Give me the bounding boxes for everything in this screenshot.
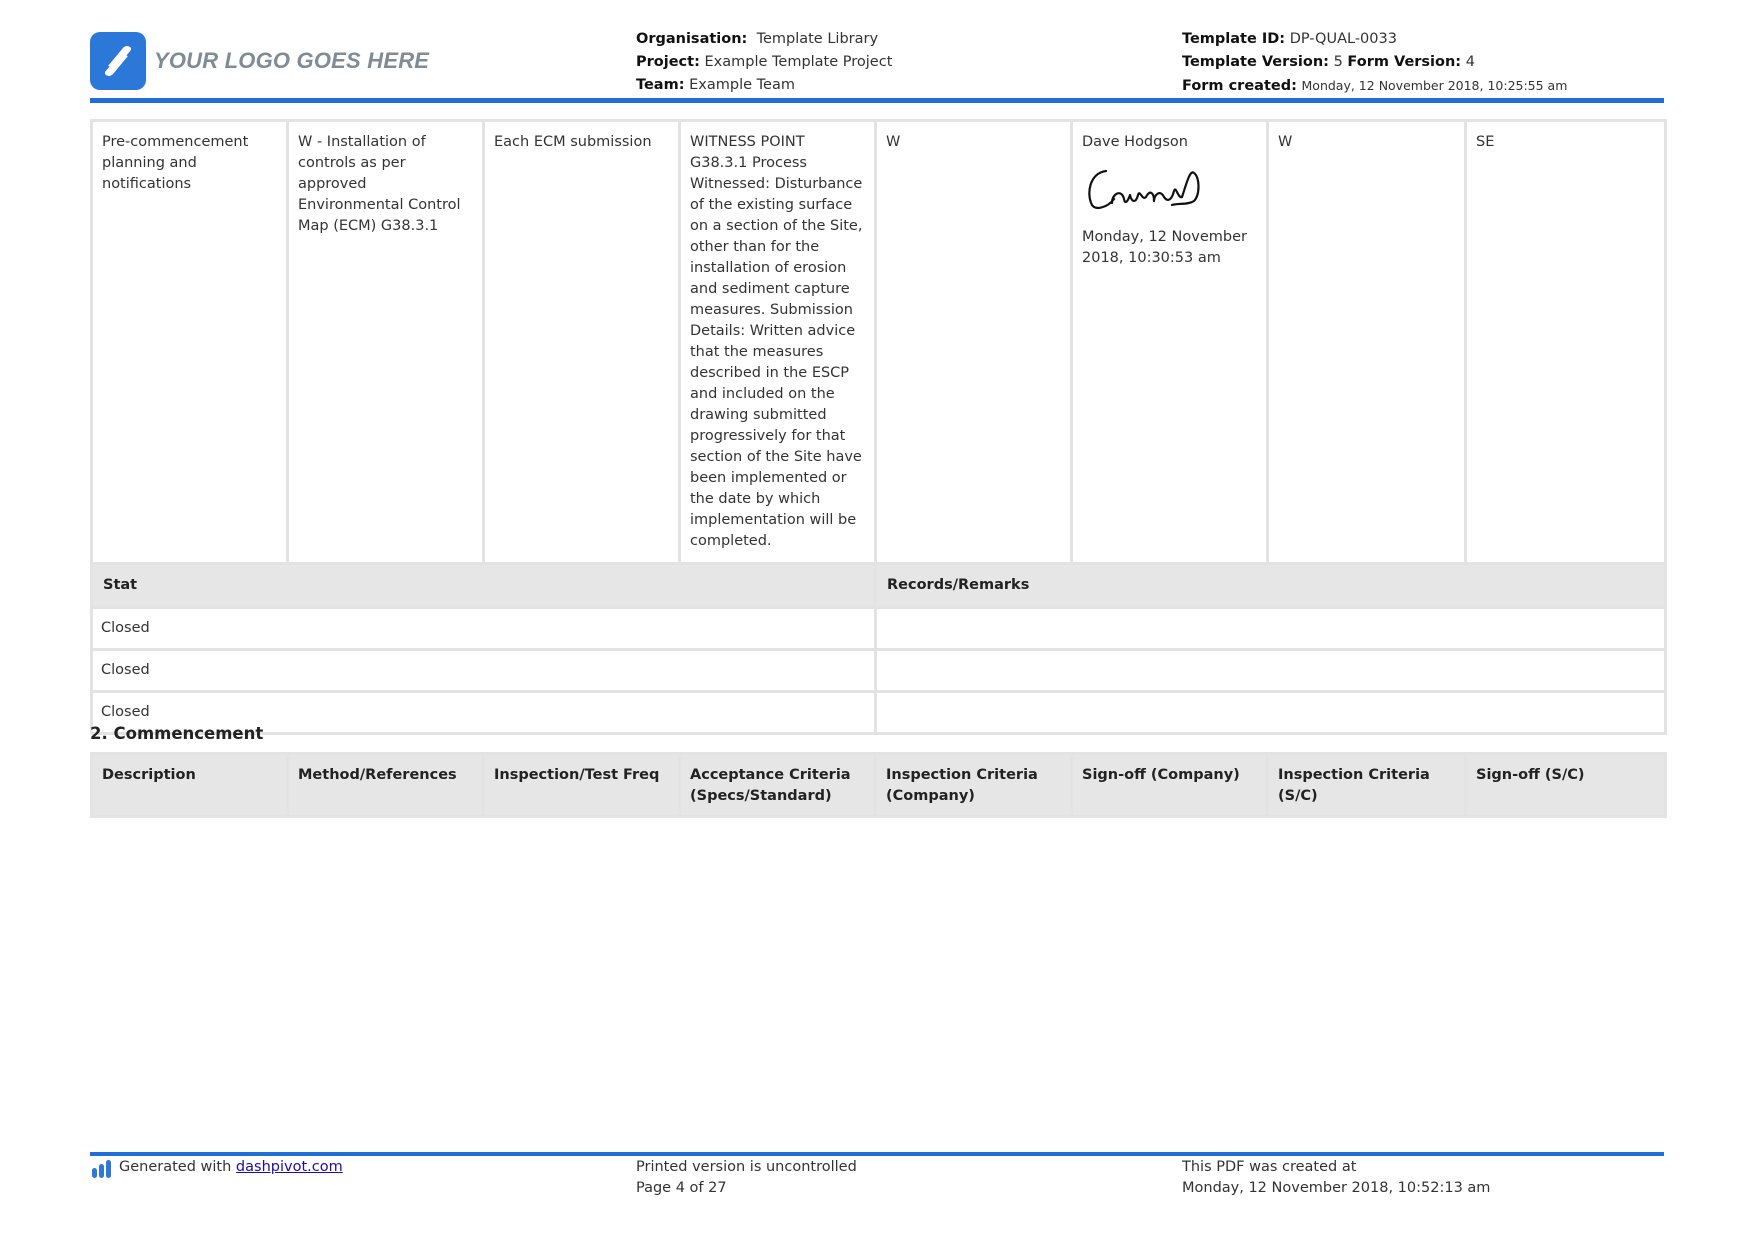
col-header-inspection-company: Inspection Criteria (Company) — [876, 754, 1072, 817]
status-row — [92, 650, 1666, 692]
signature-image — [1082, 159, 1214, 215]
header-template-info — [1182, 28, 1567, 98]
inspection-table — [90, 119, 1667, 735]
footer-generated — [90, 1157, 343, 1178]
cell-signoff-sc: SE — [1466, 121, 1666, 564]
remarks-cell — [876, 608, 1666, 650]
remarks-cell — [876, 650, 1666, 692]
signoff-name: Dave Hodgson — [1082, 134, 1188, 150]
footer-divider — [90, 1152, 1664, 1156]
status-cell: Closed — [92, 692, 876, 734]
col-header-signoff-sc: Sign-off (S/C) — [1466, 754, 1666, 817]
template-id-value: DP-QUAL-0033 — [1289, 31, 1397, 47]
cell-acceptance-criteria: WITNESS POINT G38.3.1 Process Witnessed: Disturbance of the existing surface on a section of the Site, other than for the installation of erosion and sediment capture measures. Submission Details: Written advice that the measures described in the ESCP and included on the drawing submitted progressively for that section of the Site have been implemented or the date by which implementation will be completed. — [680, 121, 876, 564]
logo-icon — [90, 32, 146, 90]
created-label: This PDF was created at — [1182, 1159, 1357, 1175]
form-created-label: Form created: — [1182, 78, 1297, 94]
status-cell: Closed — [92, 608, 876, 650]
team-value: Example Team — [689, 77, 795, 93]
header-divider — [90, 98, 1664, 103]
page-header — [90, 28, 1664, 100]
company-logo — [90, 32, 429, 90]
status-cell: Closed — [92, 650, 876, 692]
status-row — [92, 692, 1666, 734]
cell-signoff-company — [1072, 121, 1268, 564]
footer-created-info — [1182, 1157, 1490, 1199]
footer-page-info — [636, 1157, 857, 1199]
col-header-inspection-sc: Inspection Criteria (S/C) — [1268, 754, 1466, 817]
template-version-label: Template Version: — [1182, 54, 1329, 70]
section-title: 2. Commencement — [90, 724, 264, 743]
status-header-row — [92, 564, 1666, 608]
col-header-signoff-company: Sign-off (Company) — [1072, 754, 1268, 817]
project-label: Project: — [636, 54, 700, 70]
created-date: Monday, 12 November 2018, 10:52:13 am — [1182, 1180, 1491, 1196]
col-header-method: Method/References — [288, 754, 484, 817]
generated-with-text: Generated with — [119, 1159, 232, 1175]
col-header-frequency: Inspection/Test Freq — [484, 754, 680, 817]
team-label: Team: — [636, 77, 685, 93]
cell-frequency: Each ECM submission — [484, 121, 680, 564]
cell-inspection-company: W — [876, 121, 1072, 564]
dashpivot-icon — [92, 1160, 111, 1178]
header-project-info — [636, 28, 892, 97]
logo-text: YOUR LOGO GOES HERE — [154, 48, 430, 73]
page-number: Page 4 of 27 — [636, 1180, 727, 1196]
table-header-row — [92, 754, 1666, 817]
dashpivot-link[interactable]: dashpivot.com — [235, 1159, 343, 1175]
status-row — [92, 608, 1666, 650]
uncontrolled-notice: Printed version is uncontrolled — [636, 1159, 857, 1175]
form-version-label: Form Version: — [1347, 54, 1462, 70]
signoff-date: Monday, 12 November 2018, 10:30:53 am — [1082, 229, 1247, 266]
inspection-row — [92, 121, 1666, 564]
organisation-label: Organisation: — [636, 31, 748, 47]
status-column-header: Stat — [92, 564, 876, 608]
cell-inspection-sc: W — [1268, 121, 1466, 564]
col-header-acceptance: Acceptance Criteria (Specs/Standard) — [680, 754, 876, 817]
template-version-value: 5 — [1333, 54, 1343, 70]
remarks-cell — [876, 692, 1666, 734]
project-value: Example Template Project — [704, 54, 893, 70]
template-id-label: Template ID: — [1182, 31, 1286, 47]
form-created-value: Monday, 12 November 2018, 10:25:55 am — [1301, 78, 1568, 93]
commencement-table — [90, 752, 1667, 818]
form-version-value: 4 — [1465, 54, 1475, 70]
organisation-value: Template Library — [756, 31, 879, 47]
col-header-description: Description — [92, 754, 288, 817]
cell-method: W - Installation of controls as per approved Environmental Control Map (ECM) G38.3.1 — [288, 121, 484, 564]
remarks-column-header: Records/Remarks — [876, 564, 1666, 608]
cell-description: Pre-commencement planning and notifications — [92, 121, 288, 564]
